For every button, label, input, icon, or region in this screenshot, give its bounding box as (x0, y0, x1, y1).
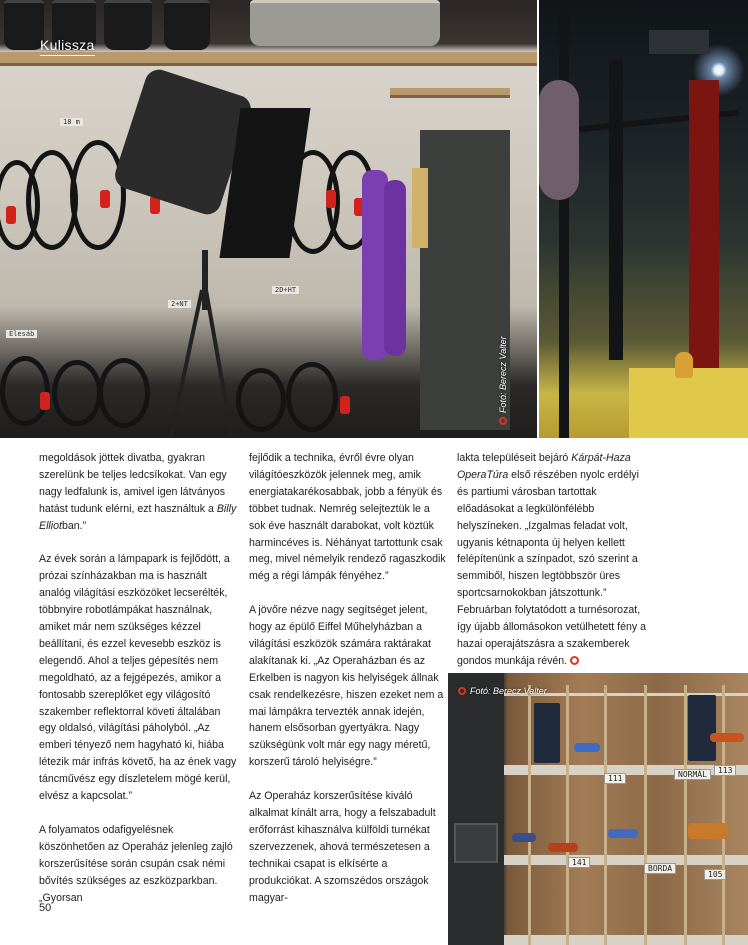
show-title: Billy Elliot (39, 502, 237, 532)
prop-tube (688, 823, 728, 839)
shelf-label: BORDA (644, 863, 676, 874)
power-plug (340, 396, 350, 414)
prop-tube (710, 733, 744, 742)
shelf-divider (722, 685, 725, 945)
shelf-label: 111 (604, 773, 626, 784)
power-plug (40, 392, 50, 410)
power-plug (6, 206, 16, 224)
stage-beam (609, 60, 623, 360)
shelf-row (504, 855, 748, 865)
shelf-label: 141 (568, 857, 590, 868)
storage-bin (688, 695, 716, 761)
fluffy-costume (539, 80, 579, 200)
photo-stage-wings (539, 0, 748, 438)
storage-bin (534, 703, 560, 763)
lamp-bucket (104, 0, 152, 50)
text-column-3 (457, 450, 653, 670)
power-plug (326, 190, 336, 208)
cable-coil (98, 358, 150, 428)
shelf (390, 88, 510, 98)
wooden-board (412, 168, 428, 248)
cable-coil (286, 362, 338, 432)
photo-credit (498, 336, 508, 425)
door (420, 130, 510, 430)
shelf-label: 113 (714, 765, 736, 776)
shelf-divider (684, 685, 687, 945)
paragraph: Az Operaház korszerűsítése kiváló alkalmat kínált arra, hogy a felszabadult erőforrást kihasználva külföldi turnékat szervezzenek, ahová természetesen a technikai csapat is elkísérte a produkciókat. A szomszédos országok magyar- (249, 790, 436, 904)
yellow-floor (629, 368, 748, 438)
wall-label: 2D+HT (272, 286, 299, 294)
paragraph: A jövőre nézve nagy segítséget jelent, hogy az épülő Eiffel Műhelyházban a világítási eszközök számára raktárakat alakítanak ki. „Az Operaházban és az Erkelben is nagyon kis helyiségek állnak csak rendelkezésre, hiszen ezeket nem a mai lámpákra tervezték annak idején, hanem elsősorban gyertyákra. Nagy szükségünk volt már egy nagy méretű, korszerű tároló helyiségre.” (249, 604, 444, 769)
power-plug (100, 190, 110, 208)
shelf-divider (566, 685, 569, 945)
cable-coil (0, 356, 50, 426)
equipment-case (448, 673, 504, 945)
prop-tube (548, 843, 578, 852)
shelf-divider (604, 685, 607, 945)
paragraph: megoldások jöttek divatba, gyakran szerelünk be teljes ledcsíkokat. Van egy nagy ledfalunk is, amivel igen látványos hatást tudunk elérni, ezt használtuk a Billy Elliotban.” (39, 452, 237, 532)
wall-label: Élesáb (6, 330, 37, 338)
photo-prop-shelves (448, 673, 748, 945)
stage-worker (675, 352, 693, 378)
fan-guards (250, 0, 440, 46)
stage-beam (559, 0, 569, 438)
purple-sling (384, 180, 406, 356)
cable-coil (70, 140, 126, 250)
photo-credit-text: Fotó: Berecz Valter (498, 336, 508, 413)
shelf-divider (528, 685, 531, 945)
tour-title: Kárpát-Haza OperaTúra (457, 452, 631, 481)
camera-dot-icon (458, 687, 466, 695)
paragraph: Az évek során a lámpapark is fejlődött, a prózai színházakban ma is használt analóg világítási eszközöket lecserélték, többnyire robotlámpákat használnak, amiket már nem szükséges kézzel beállítani, és ezzel kevesebb eszköz is elegendő. Ahol a teljes gépesítés nem megoldható, az a fejgépezés, amikor a fontosabb szereplőket egy világosító szakember reflektorral követi általában egy oldalsó, világítási páholyból. „Az emberi tényező nem hagyható ki, hiába létezik már infrás követő, ha az ének vagy táncművész egy díszletelem mögé kerül, elvész a kapcsolat.” (39, 553, 237, 803)
lamp-bucket (164, 0, 210, 50)
tripod-leg (169, 290, 204, 438)
prop-tube (512, 833, 536, 842)
red-curtain (689, 80, 719, 380)
paragraph: A folyamatos odafigyelésnek köszönhetően az Operaház jelenleg zajló korszerűsítése során csupán csak némi bővítés szükséges az eszközparkban. „Gyorsan (39, 823, 233, 904)
shelf-row (504, 935, 748, 945)
paragraph: lakta településeit bejáró Kárpát-Haza OperaTúra első részében nyolc erdélyi és partiumi városban tartottak előadásokat a legkülönfélébb helyszíneken. „Izgalmas feladat volt, ugyanis kétnaponta új helyen kellett felépítenünk a színpadot, szó szerint a semmiből, hiszen legtöbbször üres sportcsarnokokban játszottunk.” Februárban folytatódott a turnésorozat, így újabb állomásokon vetülhetett fény a hazai operajátszásra a szakemberek gondos munkája révén. (457, 452, 647, 667)
photo-credit-text: Fotó: Berecz Valter (470, 686, 547, 696)
shelf-label: NORMÁL (674, 769, 711, 780)
page-number: 50 (39, 902, 52, 914)
end-mark-icon (570, 656, 579, 665)
cable-coil (236, 368, 286, 432)
text-column-1 (39, 450, 239, 906)
section-label: Kulissza (40, 37, 95, 53)
camera-dot-icon (499, 417, 507, 425)
tripod-leg (204, 290, 234, 438)
prop-tube (608, 829, 638, 838)
lamp-bucket (4, 0, 44, 50)
photo-lighting-storage (0, 0, 537, 438)
prop-tube (574, 743, 600, 752)
paragraph: fejlődik a technika, évről évre olyan világítóeszközök jelennek meg, amik energiatakarékosabbak, jobb a fényük és többet tudnak. Nemrég selejteztük le a sok éve használt darabokat, volt köztük harmincéves is. Néhányat tartottunk csak meg, mivel némelyik rendező ragaszkodik még a régi lámpák fényéhez.” (249, 452, 446, 583)
cable-coil (52, 360, 102, 426)
shelf-divider (644, 685, 647, 945)
wall-label: 18 m (60, 118, 83, 126)
stage-lamp (649, 30, 709, 54)
text-column-2 (249, 450, 447, 906)
photo-credit (458, 686, 547, 696)
wall-label: 2+NT (168, 300, 191, 308)
tripod-pole (202, 250, 208, 310)
equipment-case (454, 823, 498, 863)
shelf-label: 105 (704, 869, 726, 880)
